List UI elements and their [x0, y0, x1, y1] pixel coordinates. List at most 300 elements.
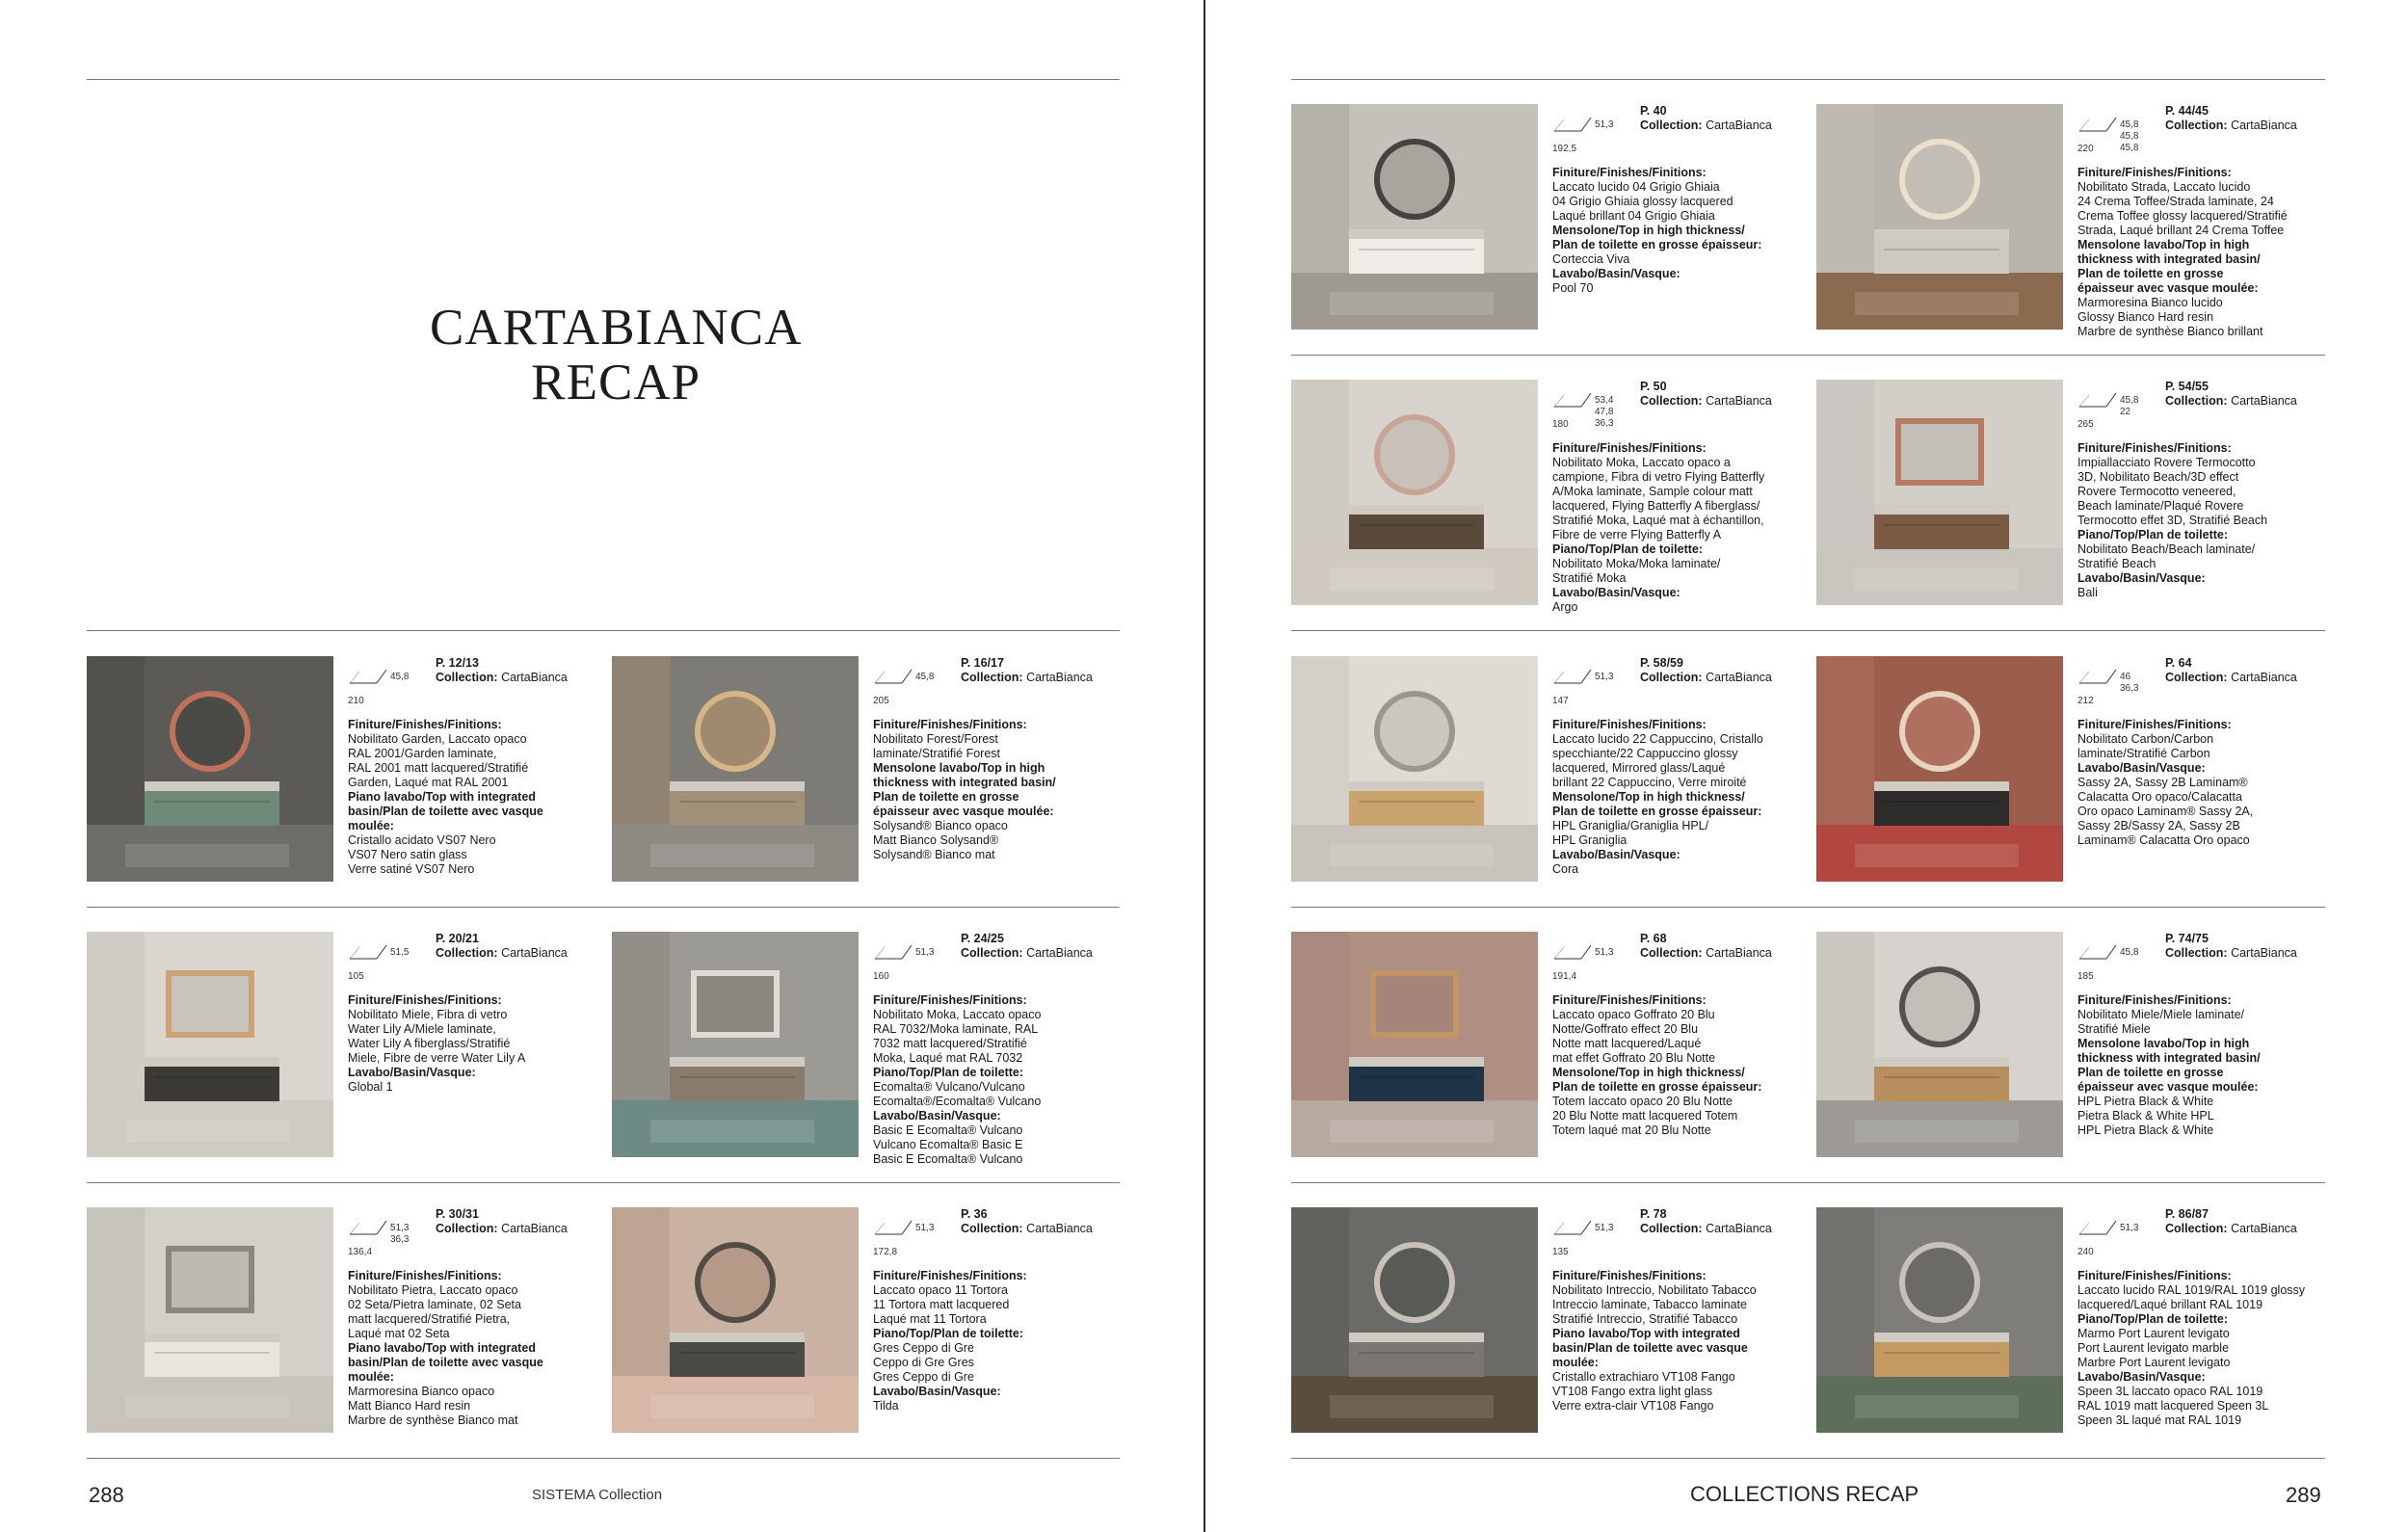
- finish-line: HPL Pietra Black & White: [2077, 1123, 2214, 1137]
- finish-line: 7032 matt lacquered/Stratifié: [873, 1037, 1027, 1050]
- dimension-diagram: [1552, 934, 1637, 982]
- collection-name: CartaBianca: [1026, 1222, 1093, 1235]
- footer-label: SISTEMA Collection: [532, 1487, 663, 1503]
- finish-line: Nobilitato Garden, Laccato opaco: [348, 732, 527, 746]
- page-reference: P. 24/25: [961, 932, 1004, 945]
- page-reference: P. 40: [1640, 104, 1667, 118]
- finish-line: Laccato lucido 22 Cappuccino, Cristallo: [1552, 732, 1763, 746]
- depth-value: 53,4: [1595, 395, 1614, 406]
- collection-name: CartaBianca: [1706, 394, 1772, 408]
- finish-heading: Plan de toilette en grosse épaisseur:: [1552, 805, 1762, 818]
- finish-heading: Finiture/Finishes/Finitions:: [1552, 1269, 1707, 1282]
- finish-line: Calacatta Oro opaco/Calacatta: [2077, 790, 2242, 804]
- finish-line: Laccato lucido 04 Grigio Ghiaia: [1552, 180, 1720, 194]
- finish-line: Marmoresina Bianco lucido: [2077, 296, 2223, 309]
- collection-label: Collection:: [2165, 671, 2228, 684]
- row-rule: [1291, 355, 2325, 356]
- dimension-diagram: [873, 658, 958, 706]
- width-value: 180: [1552, 419, 1569, 430]
- entry-header: [1640, 932, 1818, 961]
- collection-name: CartaBianca: [1706, 671, 1772, 684]
- finish-line: 11 Tortora matt lacquered: [873, 1298, 1010, 1311]
- collection-label: Collection:: [436, 671, 498, 684]
- depth-values: [1595, 119, 1613, 131]
- dimension-diagram: [873, 1209, 958, 1257]
- finish-heading: thickness with integrated basin/: [2077, 1051, 2261, 1065]
- dimension-diagram: [1552, 106, 1637, 154]
- collection-label: Collection:: [2165, 394, 2228, 408]
- finish-heading: Mensolone/Top in high thickness/: [1552, 790, 1745, 804]
- finish-line: RAL 7032/Moka laminate, RAL: [873, 1022, 1039, 1036]
- finish-line: Nobilitato Carbon/Carbon: [2077, 732, 2214, 746]
- finish-line: Ecomalta®/Ecomalta® Vulcano: [873, 1095, 1042, 1108]
- depth-value: 45,8: [2120, 131, 2139, 142]
- finish-heading: thickness with integrated basin/: [873, 776, 1056, 789]
- dimension-diagram: [2077, 658, 2162, 706]
- finish-line: Oro opaco Laminam® Sassy 2A,: [2077, 805, 2254, 818]
- finish-line: mat effet Goffrato 20 Blu Notte: [1552, 1051, 1716, 1065]
- collection-name: CartaBianca: [501, 1222, 568, 1235]
- collection-line: [436, 946, 614, 961]
- collection-label: Collection:: [1640, 119, 1703, 132]
- catalog-entry: [612, 932, 1132, 1166]
- collection-label: Collection:: [2165, 946, 2228, 960]
- finish-line: Port Laurent levigato marble: [2077, 1341, 2230, 1355]
- entry-header: [1640, 104, 1818, 133]
- finish-heading: Finiture/Finishes/Finitions:: [873, 1269, 1027, 1282]
- page-reference: P. 50: [1640, 380, 1667, 393]
- finish-line: 04 Grigio Ghiaia glossy lacquered: [1552, 195, 1733, 208]
- finish-line: specchiante/22 Cappuccino glossy: [1552, 747, 1738, 760]
- finish-heading: épaisseur avec vasque moulée:: [873, 805, 1054, 818]
- finish-line: Speen 3L laqué mat RAL 1019: [2077, 1413, 2242, 1427]
- collection-line: [2165, 394, 2343, 409]
- dimension-diagram: [2077, 382, 2162, 430]
- finish-line: lacquered, Flying Batterfly A fiberglass/: [1552, 499, 1760, 513]
- bathroom-photo: [1816, 380, 2063, 605]
- depth-values: [915, 947, 934, 959]
- page-reference: P. 44/45: [2165, 104, 2209, 118]
- finish-line: Matt Bianco Hard resin: [348, 1399, 471, 1413]
- collection-label: Collection:: [436, 1222, 498, 1235]
- width-value: 172,8: [873, 1247, 898, 1257]
- finish-line: Corteccia Viva: [1552, 252, 1630, 266]
- catalog-entry: [612, 1207, 1132, 1433]
- collection-line: [2165, 946, 2343, 961]
- width-value: 147: [1552, 696, 1569, 706]
- finish-heading: Plan de toilette en grosse: [2077, 1066, 2224, 1079]
- depth-values: [915, 1223, 934, 1234]
- dimension-diagram: [348, 658, 433, 706]
- bathroom-photo: [1816, 932, 2063, 1157]
- finish-heading: Finiture/Finishes/Finitions:: [2077, 166, 2232, 179]
- finish-line: Cora: [1552, 862, 1579, 876]
- width-value: 210: [348, 696, 364, 706]
- finish-line: Solysand® Bianco mat: [873, 848, 995, 861]
- bathroom-photo: [87, 932, 333, 1157]
- finish-line: RAL 2001 matt lacquered/Stratifié: [348, 761, 529, 775]
- finish-line: Pool 70: [1552, 281, 1594, 295]
- entry-header: [1640, 656, 1818, 685]
- finish-line: RAL 1019 matt lacquered Speen 3L: [2077, 1399, 2269, 1413]
- finish-heading: Mensolone/Top in high thickness/: [1552, 1066, 1745, 1079]
- finish-heading: Finiture/Finishes/Finitions:: [2077, 993, 2232, 1007]
- bathroom-photo: [1291, 1207, 1538, 1433]
- finish-line: brillant 22 Cappuccino, Verre miroité: [1552, 776, 1747, 789]
- finish-heading: moulée:: [348, 819, 394, 832]
- finish-line: Water Lily A/Miele laminate,: [348, 1022, 496, 1036]
- finish-heading: Finiture/Finishes/Finitions:: [1552, 718, 1707, 731]
- finish-line: Laminam® Calacatta Oro opaco: [2077, 833, 2250, 847]
- finish-heading: Plan de toilette en grosse: [873, 790, 1019, 804]
- finishes-details: [2077, 993, 2328, 1138]
- finishes-details: [873, 1269, 1124, 1413]
- bathroom-photo: [1816, 656, 2063, 882]
- collection-line: [2165, 671, 2343, 685]
- bathroom-photo: [1291, 104, 1538, 330]
- width-value: 205: [873, 696, 889, 706]
- finish-line: laminate/Stratifié Carbon: [2077, 747, 2210, 760]
- width-value: 240: [2077, 1247, 2094, 1257]
- row-rule: [87, 1182, 1120, 1183]
- collection-label: Collection:: [1640, 394, 1703, 408]
- bathroom-photo: [87, 656, 333, 882]
- finish-heading: Piano/Top/Plan de toilette:: [2077, 1312, 2229, 1326]
- bathroom-photo: [612, 1207, 859, 1433]
- dimension-diagram: [1552, 382, 1637, 430]
- finish-line: VT108 Fango extra light glass: [1552, 1385, 1713, 1398]
- finishes-details: [1552, 993, 1803, 1138]
- catalog-entry: [87, 932, 607, 1157]
- finish-line: Marbre de synthèse Bianco mat: [348, 1413, 518, 1427]
- finishes-details: [348, 718, 598, 877]
- collection-line: [1640, 671, 1818, 685]
- page-reference: P. 58/59: [1640, 656, 1683, 670]
- finish-heading: Piano/Top/Plan de toilette:: [873, 1327, 1024, 1340]
- finish-heading: Finiture/Finishes/Finitions:: [1552, 441, 1707, 455]
- entry-header: [961, 1207, 1139, 1236]
- finish-line: Nobilitato Intreccio, Nobilitato Tabacco: [1552, 1283, 1757, 1297]
- collection-name: CartaBianca: [2231, 119, 2297, 132]
- finish-heading: Finiture/Finishes/Finitions:: [348, 718, 502, 731]
- depth-values: [2120, 395, 2138, 418]
- collection-label: Collection:: [436, 946, 498, 960]
- collection-name: CartaBianca: [1026, 671, 1093, 684]
- finish-line: Verre satiné VS07 Nero: [348, 862, 475, 876]
- depth-value: 45,8: [2120, 119, 2139, 130]
- finish-line: Impiallacciato Rovere Termocotto: [2077, 456, 2256, 469]
- finish-line: Nobilitato Moka, Laccato opaco: [873, 1008, 1042, 1021]
- finish-heading: Lavabo/Basin/Vasque:: [873, 1109, 1001, 1123]
- collection-line: [1640, 119, 1818, 133]
- finish-heading: Finiture/Finishes/Finitions:: [348, 1269, 502, 1282]
- finish-heading: Lavabo/Basin/Vasque:: [1552, 267, 1680, 280]
- finish-line: Nobilitato Moka, Laccato opaco a: [1552, 456, 1731, 469]
- finish-heading: Finiture/Finishes/Finitions:: [2077, 718, 2232, 731]
- depth-value: 51,3: [915, 1223, 935, 1233]
- finish-line: Gres Ceppo di Gre: [873, 1341, 974, 1355]
- bathroom-photo: [1291, 932, 1538, 1157]
- catalog-entry: [612, 656, 1132, 882]
- collection-line: [1640, 394, 1818, 409]
- collection-label: Collection:: [1640, 946, 1703, 960]
- page-reference: P. 54/55: [2165, 380, 2209, 393]
- bottom-rule: [87, 1458, 1120, 1459]
- finish-line: Notte matt lacquered/Laqué: [1552, 1037, 1702, 1050]
- finish-line: Notte/Goffrato effect 20 Blu: [1552, 1022, 1699, 1036]
- collection-name: CartaBianca: [1026, 946, 1093, 960]
- dimension-diagram: [1552, 658, 1637, 706]
- page-reference: P. 68: [1640, 932, 1667, 945]
- catalog-entry: [87, 656, 607, 882]
- top-rule: [1291, 79, 2325, 80]
- collection-name: CartaBianca: [501, 671, 568, 684]
- finish-heading: épaisseur avec vasque moulée:: [2077, 281, 2259, 295]
- finish-line: Laccato opaco 11 Tortora: [873, 1283, 1008, 1297]
- page-reference: P. 78: [1640, 1207, 1667, 1221]
- finish-heading: Piano lavabo/Top with integrated: [348, 790, 536, 804]
- collection-name: CartaBianca: [1706, 1222, 1772, 1235]
- collection-line: [1640, 946, 1818, 961]
- collection-name: CartaBianca: [1706, 119, 1772, 132]
- collection-line: [2165, 119, 2343, 133]
- catalog-entry: [1291, 104, 1812, 330]
- finish-line: Cristallo acidato VS07 Nero: [348, 833, 496, 847]
- entry-header: [2165, 932, 2343, 961]
- collection-label: Collection:: [961, 671, 1023, 684]
- finish-line: matt lacquered/Stratifié Pietra,: [348, 1312, 511, 1326]
- finish-line: Nobilitato Forest/Forest: [873, 732, 998, 746]
- bathroom-photo: [612, 932, 859, 1157]
- dimension-diagram: [2077, 1209, 2162, 1257]
- finish-line: 20 Blu Notte matt lacquered Totem: [1552, 1109, 1738, 1123]
- depth-values: [2120, 119, 2138, 154]
- depth-values: [2120, 1223, 2138, 1234]
- title-line-1: CARTABIANCA: [430, 300, 803, 356]
- entry-header: [2165, 380, 2343, 409]
- finish-heading: Piano/Top/Plan de toilette:: [1552, 542, 1704, 556]
- collection-line: [2165, 1222, 2343, 1236]
- right-page: [1204, 0, 2408, 1532]
- finish-heading: Mensolone/Top in high thickness/: [1552, 224, 1745, 237]
- finish-line: Garden, Laqué mat RAL 2001: [348, 776, 509, 789]
- finish-line: Laccato lucido RAL 1019/RAL 1019 glossy: [2077, 1283, 2306, 1297]
- finish-heading: Mensolone lavabo/Top in high: [2077, 238, 2250, 251]
- finish-heading: Piano/Top/Plan de toilette:: [873, 1066, 1024, 1079]
- collection-line: [436, 671, 614, 685]
- width-value: 212: [2077, 696, 2094, 706]
- bathroom-photo: [1816, 104, 2063, 330]
- entry-header: [1640, 380, 1818, 409]
- finish-line: Marmo Port Laurent levigato: [2077, 1327, 2230, 1340]
- finish-heading: Lavabo/Basin/Vasque:: [1552, 848, 1680, 861]
- finish-line: Nobilitato Miele, Fibra di vetro: [348, 1008, 508, 1021]
- catalog-entry: [1291, 932, 1812, 1157]
- finish-heading: épaisseur avec vasque moulée:: [2077, 1080, 2259, 1094]
- finish-heading: Finiture/Finishes/Finitions:: [873, 718, 1027, 731]
- page-number: 288: [89, 1483, 124, 1507]
- finish-heading: basin/Plan de toilette avec vasque: [348, 805, 543, 818]
- depth-value: 45,8: [2120, 947, 2139, 958]
- finish-line: laminate/Stratifié Forest: [873, 747, 1000, 760]
- finishes-details: [2077, 1269, 2328, 1428]
- finish-line: 02 Seta/Pietra laminate, 02 Seta: [348, 1298, 521, 1311]
- finish-line: Nobilitato Pietra, Laccato opaco: [348, 1283, 518, 1297]
- finish-line: Nobilitato Moka/Moka laminate/: [1552, 557, 1721, 570]
- collection-name: CartaBianca: [2231, 394, 2297, 408]
- finish-line: Intreccio laminate, Tabacco laminate: [1552, 1298, 1747, 1311]
- finish-line: Fibre de verre Flying Batterfly A: [1552, 528, 1722, 541]
- catalog-entry: [1816, 104, 2337, 338]
- finish-line: Bali: [2077, 586, 2098, 599]
- collection-line: [961, 671, 1139, 685]
- depth-value: 51,3: [2120, 1223, 2139, 1233]
- finish-line: Stratifié Intreccio, Stratifié Tabacco: [1552, 1312, 1738, 1326]
- finish-line: Crema Toffee glossy lacquered/Stratifié: [2077, 209, 2288, 223]
- collection-line: [961, 1222, 1139, 1236]
- finish-heading: Lavabo/Basin/Vasque:: [873, 1385, 1001, 1398]
- catalog-entry: [1816, 380, 2337, 605]
- entry-header: [961, 932, 1139, 961]
- finish-heading: moulée:: [1552, 1356, 1599, 1369]
- bathroom-photo: [1816, 1207, 2063, 1433]
- finish-line: Sassy 2B/Sassy 2A, Sassy 2B: [2077, 819, 2240, 832]
- finish-line: lacquered, Mirrored glass/Laqué: [1552, 761, 1726, 775]
- finish-line: Sassy 2A, Sassy 2B Laminam®: [2077, 776, 2248, 789]
- finish-heading: Lavabo/Basin/Vasque:: [2077, 571, 2206, 585]
- finish-line: lacquered/Laqué brillant RAL 1019: [2077, 1298, 2263, 1311]
- finish-heading: Mensolone lavabo/Top in high: [2077, 1037, 2250, 1050]
- collection-label: Collection:: [2165, 119, 2228, 132]
- bathroom-photo: [1291, 656, 1538, 882]
- depth-value: 51,3: [1595, 119, 1614, 130]
- finish-heading: Plan de toilette en grosse: [2077, 267, 2224, 280]
- collection-name: CartaBianca: [501, 946, 568, 960]
- finish-line: VS07 Nero satin glass: [348, 848, 467, 861]
- finish-heading: Piano lavabo/Top with integrated: [1552, 1327, 1740, 1340]
- finish-heading: Lavabo/Basin/Vasque:: [1552, 586, 1680, 599]
- depth-value: 51,3: [390, 1223, 410, 1233]
- depth-values: [390, 1223, 409, 1246]
- finish-heading: Plan de toilette en grosse épaisseur:: [1552, 238, 1762, 251]
- page-reference: P. 20/21: [436, 932, 479, 945]
- finish-heading: Plan de toilette en grosse épaisseur:: [1552, 1080, 1762, 1094]
- finish-line: Stratifié Miele: [2077, 1022, 2151, 1036]
- dimension-diagram: [348, 1209, 433, 1257]
- finishes-details: [873, 718, 1124, 862]
- finish-line: Gres Ceppo di Gre: [873, 1370, 974, 1384]
- finish-line: Vulcano Ecomalta® Basic E: [873, 1138, 1023, 1151]
- row-rule: [87, 907, 1120, 908]
- entry-header: [436, 656, 614, 685]
- depth-value: 45,8: [390, 672, 410, 682]
- finish-line: Basic E Ecomalta® Vulcano: [873, 1152, 1023, 1166]
- finish-line: Marmoresina Bianco opaco: [348, 1385, 495, 1398]
- finishes-details: [348, 1269, 598, 1428]
- finish-line: HPL Graniglia: [1552, 833, 1627, 847]
- section-rule: [87, 630, 1120, 631]
- finish-line: Marbre Port Laurent levigato: [2077, 1356, 2231, 1369]
- finish-heading: basin/Plan de toilette avec vasque: [1552, 1341, 1748, 1355]
- finish-heading: Finiture/Finishes/Finitions:: [1552, 166, 1707, 179]
- finish-heading: Finiture/Finishes/Finitions:: [873, 993, 1027, 1007]
- page-number: 289: [2286, 1483, 2321, 1507]
- finish-line: Basic E Ecomalta® Vulcano: [873, 1123, 1023, 1137]
- collection-label: Collection:: [961, 946, 1023, 960]
- page-reference: P. 30/31: [436, 1207, 479, 1221]
- depth-values: [915, 672, 934, 683]
- page-title: [430, 301, 802, 410]
- depth-value: 46: [2120, 672, 2131, 682]
- finish-line: Totem laqué mat 20 Blu Notte: [1552, 1123, 1711, 1137]
- dimension-diagram: [2077, 106, 2162, 154]
- finish-line: Moka, Laqué mat RAL 7032: [873, 1051, 1023, 1065]
- collection-name: CartaBianca: [2231, 946, 2297, 960]
- depth-value: 45,8: [2120, 143, 2139, 153]
- catalog-entry: [1816, 932, 2337, 1157]
- finish-heading: Finiture/Finishes/Finitions:: [348, 993, 502, 1007]
- finish-heading: Finiture/Finishes/Finitions:: [2077, 441, 2232, 455]
- depth-value: 45,8: [915, 672, 935, 682]
- entry-header: [2165, 656, 2343, 685]
- depth-values: [2120, 947, 2138, 959]
- page-reference: P. 36: [961, 1207, 988, 1221]
- finishes-details: [873, 993, 1124, 1167]
- finish-line: Termocotto effet 3D, Stratifié Beach: [2077, 514, 2268, 527]
- depth-values: [1595, 947, 1613, 959]
- finish-line: Verre extra-clair VT108 Fango: [1552, 1399, 1714, 1413]
- collection-line: [961, 946, 1139, 961]
- page-reference: P. 64: [2165, 656, 2192, 670]
- width-value: 160: [873, 971, 889, 982]
- width-value: 185: [2077, 971, 2094, 982]
- finishes-details: [348, 993, 598, 1095]
- finishes-details: [1552, 441, 1803, 615]
- finish-line: Argo: [1552, 600, 1578, 614]
- finish-line: Ecomalta® Vulcano/Vulcano: [873, 1080, 1025, 1094]
- finish-line: Laqué mat 11 Tortora: [873, 1312, 987, 1326]
- width-value: 135: [1552, 1247, 1569, 1257]
- finish-heading: Lavabo/Basin/Vasque:: [2077, 761, 2206, 775]
- bathroom-photo: [87, 1207, 333, 1433]
- collection-name: CartaBianca: [1706, 946, 1772, 960]
- depth-values: [390, 672, 409, 683]
- finish-line: Nobilitato Beach/Beach laminate/: [2077, 542, 2256, 556]
- finish-line: Miele, Fibre de verre Water Lily A: [348, 1051, 526, 1065]
- collection-label: Collection:: [961, 1222, 1023, 1235]
- width-value: 105: [348, 971, 364, 982]
- entry-header: [2165, 104, 2343, 133]
- finishes-details: [2077, 166, 2328, 339]
- finish-line: Speen 3L laccato opaco RAL 1019: [2077, 1385, 2263, 1398]
- bottom-rule: [1291, 1458, 2325, 1459]
- depth-value: 45,8: [2120, 395, 2139, 406]
- finish-line: A/Moka laminate, Sample colour matt: [1552, 485, 1753, 498]
- finish-heading: Finiture/Finishes/Finitions:: [1552, 993, 1707, 1007]
- depth-values: [390, 947, 409, 959]
- depth-values: [2120, 672, 2138, 695]
- collection-label: Collection:: [1640, 1222, 1703, 1235]
- depth-value: 51,3: [1595, 1223, 1614, 1233]
- page-reference: P. 86/87: [2165, 1207, 2209, 1221]
- collection-label: Collection:: [2165, 1222, 2228, 1235]
- finish-line: HPL Pietra Black & White: [2077, 1095, 2214, 1108]
- collection-line: [1640, 1222, 1818, 1236]
- finish-line: RAL 2001/Garden laminate,: [348, 747, 497, 760]
- width-value: 191,4: [1552, 971, 1577, 982]
- entry-header: [961, 656, 1139, 685]
- entry-header: [436, 932, 614, 961]
